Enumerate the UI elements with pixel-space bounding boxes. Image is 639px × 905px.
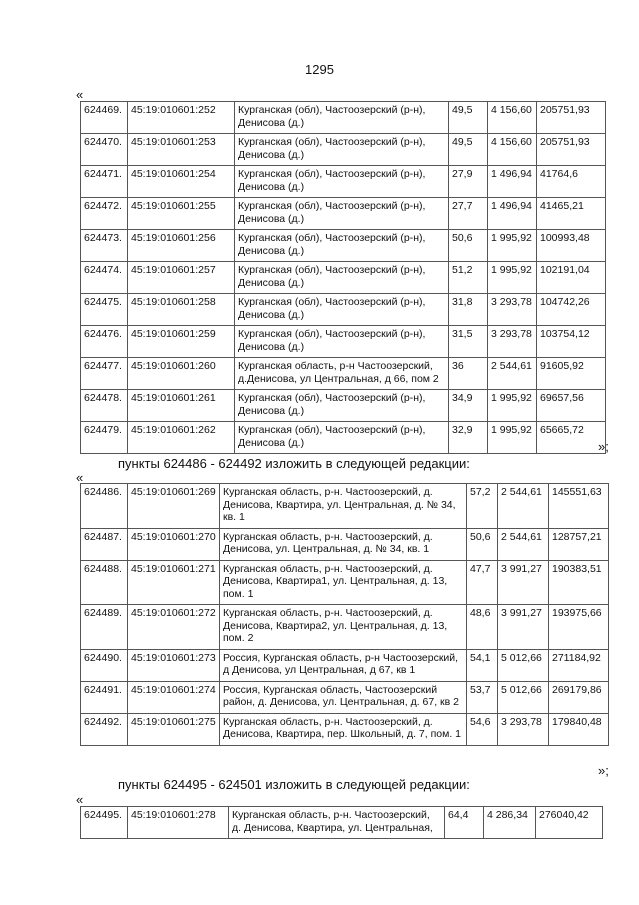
table-row (81, 326, 606, 358)
cell-total-value: 179840,48 (549, 713, 609, 745)
quote-close-1: »; (598, 439, 609, 454)
cell-item-number: 624476. (81, 326, 128, 358)
cell-area: 53,7 (467, 681, 498, 713)
cell-unit-value: 4 156,60 (488, 102, 537, 134)
cell-cadastral-number: 45:19:010601:253 (128, 134, 235, 166)
cell-address: Курганская область, р-н. Частоозерский, д. Денисова, Квартира1, ул. Центральная, д. 13, пом. 1 (220, 560, 467, 605)
table-row (81, 484, 609, 529)
table-row (81, 198, 606, 230)
cell-item-number: 624492. (81, 713, 128, 745)
cell-unit-value: 1 995,92 (488, 390, 537, 422)
cell-address: Курганская (обл), Частоозерский (р-н), Денисова (д.) (235, 390, 449, 422)
cell-cadastral-number: 45:19:010601:275 (128, 713, 220, 745)
table-row (81, 649, 609, 681)
cell-area: 49,5 (449, 134, 488, 166)
cell-cadastral-number: 45:19:010601:255 (128, 198, 235, 230)
table-row (81, 681, 609, 713)
cell-area: 27,9 (449, 166, 488, 198)
table-row (81, 390, 606, 422)
cell-unit-value: 1 496,94 (488, 166, 537, 198)
cell-address: Россия, Курганская область, р-н Частоозерский, д Денисова, ул Центральная, д 67, кв 1 (220, 649, 467, 681)
cell-area: 36 (449, 358, 488, 390)
cell-item-number: 624489. (81, 605, 128, 650)
cell-cadastral-number: 45:19:010601:261 (128, 390, 235, 422)
cell-total-value: 145551,63 (549, 484, 609, 529)
cell-cadastral-number: 45:19:010601:256 (128, 230, 235, 262)
cell-unit-value: 4 156,60 (488, 134, 537, 166)
cell-total-value: 41764,6 (537, 166, 606, 198)
cell-cadastral-number: 45:19:010601:273 (128, 649, 220, 681)
cell-cadastral-number: 45:19:010601:262 (128, 422, 235, 454)
cell-address: Курганская область, р-н. Частоозерский, д. Денисова, Квартира, ул. Центральная, (229, 807, 445, 839)
cell-address: Курганская (обл), Частоозерский (р-н), Денисова (д.) (235, 198, 449, 230)
cell-cadastral-number: 45:19:010601:259 (128, 326, 235, 358)
cell-cadastral-number: 45:19:010601:258 (128, 294, 235, 326)
cell-total-value: 193975,66 (549, 605, 609, 650)
cell-address: Курганская (обл), Частоозерский (р-н), Денисова (д.) (235, 134, 449, 166)
cell-cadastral-number: 45:19:010601:257 (128, 262, 235, 294)
cell-item-number: 624479. (81, 422, 128, 454)
quote-open-2: « (76, 470, 84, 485)
table-row (81, 528, 609, 560)
cell-total-value: 103754,12 (537, 326, 606, 358)
cell-unit-value: 3 293,78 (488, 326, 537, 358)
cell-address: Курганская (обл), Частоозерский (р-н), Денисова (д.) (235, 326, 449, 358)
cell-address: Курганская (обл), Частоозерский (р-н), Денисова (д.) (235, 166, 449, 198)
cell-cadastral-number: 45:19:010601:278 (128, 807, 229, 839)
cell-total-value: 69657,56 (537, 390, 606, 422)
cell-item-number: 624486. (81, 484, 128, 529)
cell-total-value: 104742,26 (537, 294, 606, 326)
cell-area: 34,9 (449, 390, 488, 422)
cell-address: Курганская (обл), Частоозерский (р-н), Денисова (д.) (235, 102, 449, 134)
cell-item-number: 624471. (81, 166, 128, 198)
cell-unit-value: 3 293,78 (498, 713, 549, 745)
cell-cadastral-number: 45:19:010601:254 (128, 166, 235, 198)
table-row (81, 262, 606, 294)
cell-address: Курганская область, р-н Частоозерский, д.Денисова, ул Центральная, д 66, пом 2 (235, 358, 449, 390)
cell-total-value: 276040,42 (536, 807, 603, 839)
table-3 (80, 806, 603, 839)
cell-area: 57,2 (467, 484, 498, 529)
table-row (81, 294, 606, 326)
cell-total-value: 205751,93 (537, 102, 606, 134)
cell-unit-value: 5 012,66 (498, 649, 549, 681)
cell-area: 48,6 (467, 605, 498, 650)
cell-total-value: 205751,93 (537, 134, 606, 166)
cell-cadastral-number: 45:19:010601:270 (128, 528, 220, 560)
cell-item-number: 624478. (81, 390, 128, 422)
cell-cadastral-number: 45:19:010601:272 (128, 605, 220, 650)
table-row (81, 605, 609, 650)
cell-area: 64,4 (445, 807, 484, 839)
cell-area: 27,7 (449, 198, 488, 230)
quote-open-3: « (76, 792, 84, 807)
cell-address: Курганская (обл), Частоозерский (р-н), Денисова (д.) (235, 230, 449, 262)
quote-close-2: »; (598, 763, 609, 778)
cell-address: Курганская область, р-н. Частоозерский, д. Денисова, ул. Центральная, д. № 34, кв. 1 (220, 528, 467, 560)
table-row (81, 166, 606, 198)
cell-unit-value: 3 991,27 (498, 605, 549, 650)
cell-item-number: 624487. (81, 528, 128, 560)
cell-cadastral-number: 45:19:010601:252 (128, 102, 235, 134)
cell-item-number: 624491. (81, 681, 128, 713)
cell-total-value: 190383,51 (549, 560, 609, 605)
cell-area: 54,6 (467, 713, 498, 745)
cell-cadastral-number: 45:19:010601:260 (128, 358, 235, 390)
cell-area: 31,8 (449, 294, 488, 326)
table-row (81, 134, 606, 166)
cell-address: Курганская область, р-н. Частоозерский, д. Денисова, Квартира, пер. Школьный, д. 7, пом. 1 (220, 713, 467, 745)
cell-total-value: 100993,48 (537, 230, 606, 262)
table-row (81, 230, 606, 262)
amend-paragraph-1: пункты 624486 - 624492 изложить в следующей редакции: (118, 456, 470, 471)
cell-unit-value: 1 995,92 (488, 230, 537, 262)
cell-address: Курганская область, р-н. Частоозерский, д. Денисова, Квартира, ул. Центральная, д. № 34, кв. 1 (220, 484, 467, 529)
table-row (81, 422, 606, 454)
cell-total-value: 269179,86 (549, 681, 609, 713)
cell-area: 51,2 (449, 262, 488, 294)
cell-area: 54,1 (467, 649, 498, 681)
cell-total-value: 128757,21 (549, 528, 609, 560)
cell-total-value: 41465,21 (537, 198, 606, 230)
cell-item-number: 624475. (81, 294, 128, 326)
cell-item-number: 624477. (81, 358, 128, 390)
cell-unit-value: 1 995,92 (488, 262, 537, 294)
cell-unit-value: 3 293,78 (488, 294, 537, 326)
cell-total-value: 65665,72 (537, 422, 606, 454)
cell-item-number: 624488. (81, 560, 128, 605)
cell-unit-value: 4 286,34 (484, 807, 536, 839)
cell-total-value: 91605,92 (537, 358, 606, 390)
cell-unit-value: 1 496,94 (488, 198, 537, 230)
table-row (81, 807, 603, 839)
cell-total-value: 271184,92 (549, 649, 609, 681)
cell-item-number: 624490. (81, 649, 128, 681)
cell-area: 47,7 (467, 560, 498, 605)
cell-area: 31,5 (449, 326, 488, 358)
cell-address: Курганская (обл), Частоозерский (р-н), Денисова (д.) (235, 422, 449, 454)
cell-unit-value: 3 991,27 (498, 560, 549, 605)
cell-item-number: 624495. (81, 807, 128, 839)
cell-area: 50,6 (449, 230, 488, 262)
cell-item-number: 624469. (81, 102, 128, 134)
cell-unit-value: 2 544,61 (498, 528, 549, 560)
cell-unit-value: 5 012,66 (498, 681, 549, 713)
cell-address: Россия, Курганская область, Частоозерский район, д. Денисова, ул. Центральная, д. 67, кв 2 (220, 681, 467, 713)
cell-address: Курганская область, р-н. Частоозерский, д. Денисова, Квартира2, ул. Центральная, д. 13, пом. 2 (220, 605, 467, 650)
cell-item-number: 624470. (81, 134, 128, 166)
cell-item-number: 624472. (81, 198, 128, 230)
page-number: 1295 (305, 62, 334, 77)
cell-area: 50,6 (467, 528, 498, 560)
cell-address: Курганская (обл), Частоозерский (р-н), Денисова (д.) (235, 262, 449, 294)
amend-paragraph-2: пункты 624495 - 624501 изложить в следующей редакции: (118, 777, 470, 792)
table-row (81, 560, 609, 605)
table-row (81, 713, 609, 745)
cell-total-value: 102191,04 (537, 262, 606, 294)
cell-item-number: 624473. (81, 230, 128, 262)
cell-unit-value: 2 544,61 (488, 358, 537, 390)
quote-open-1: « (76, 87, 84, 102)
cell-unit-value: 2 544,61 (498, 484, 549, 529)
table-row (81, 102, 606, 134)
cell-cadastral-number: 45:19:010601:274 (128, 681, 220, 713)
cell-address: Курганская (обл), Частоозерский (р-н), Денисова (д.) (235, 294, 449, 326)
cell-area: 49,5 (449, 102, 488, 134)
cell-item-number: 624474. (81, 262, 128, 294)
cell-area: 32,9 (449, 422, 488, 454)
cell-cadastral-number: 45:19:010601:271 (128, 560, 220, 605)
cell-unit-value: 1 995,92 (488, 422, 537, 454)
table-row (81, 358, 606, 390)
table-2 (80, 483, 609, 746)
cell-cadastral-number: 45:19:010601:269 (128, 484, 220, 529)
table-1 (80, 101, 606, 454)
